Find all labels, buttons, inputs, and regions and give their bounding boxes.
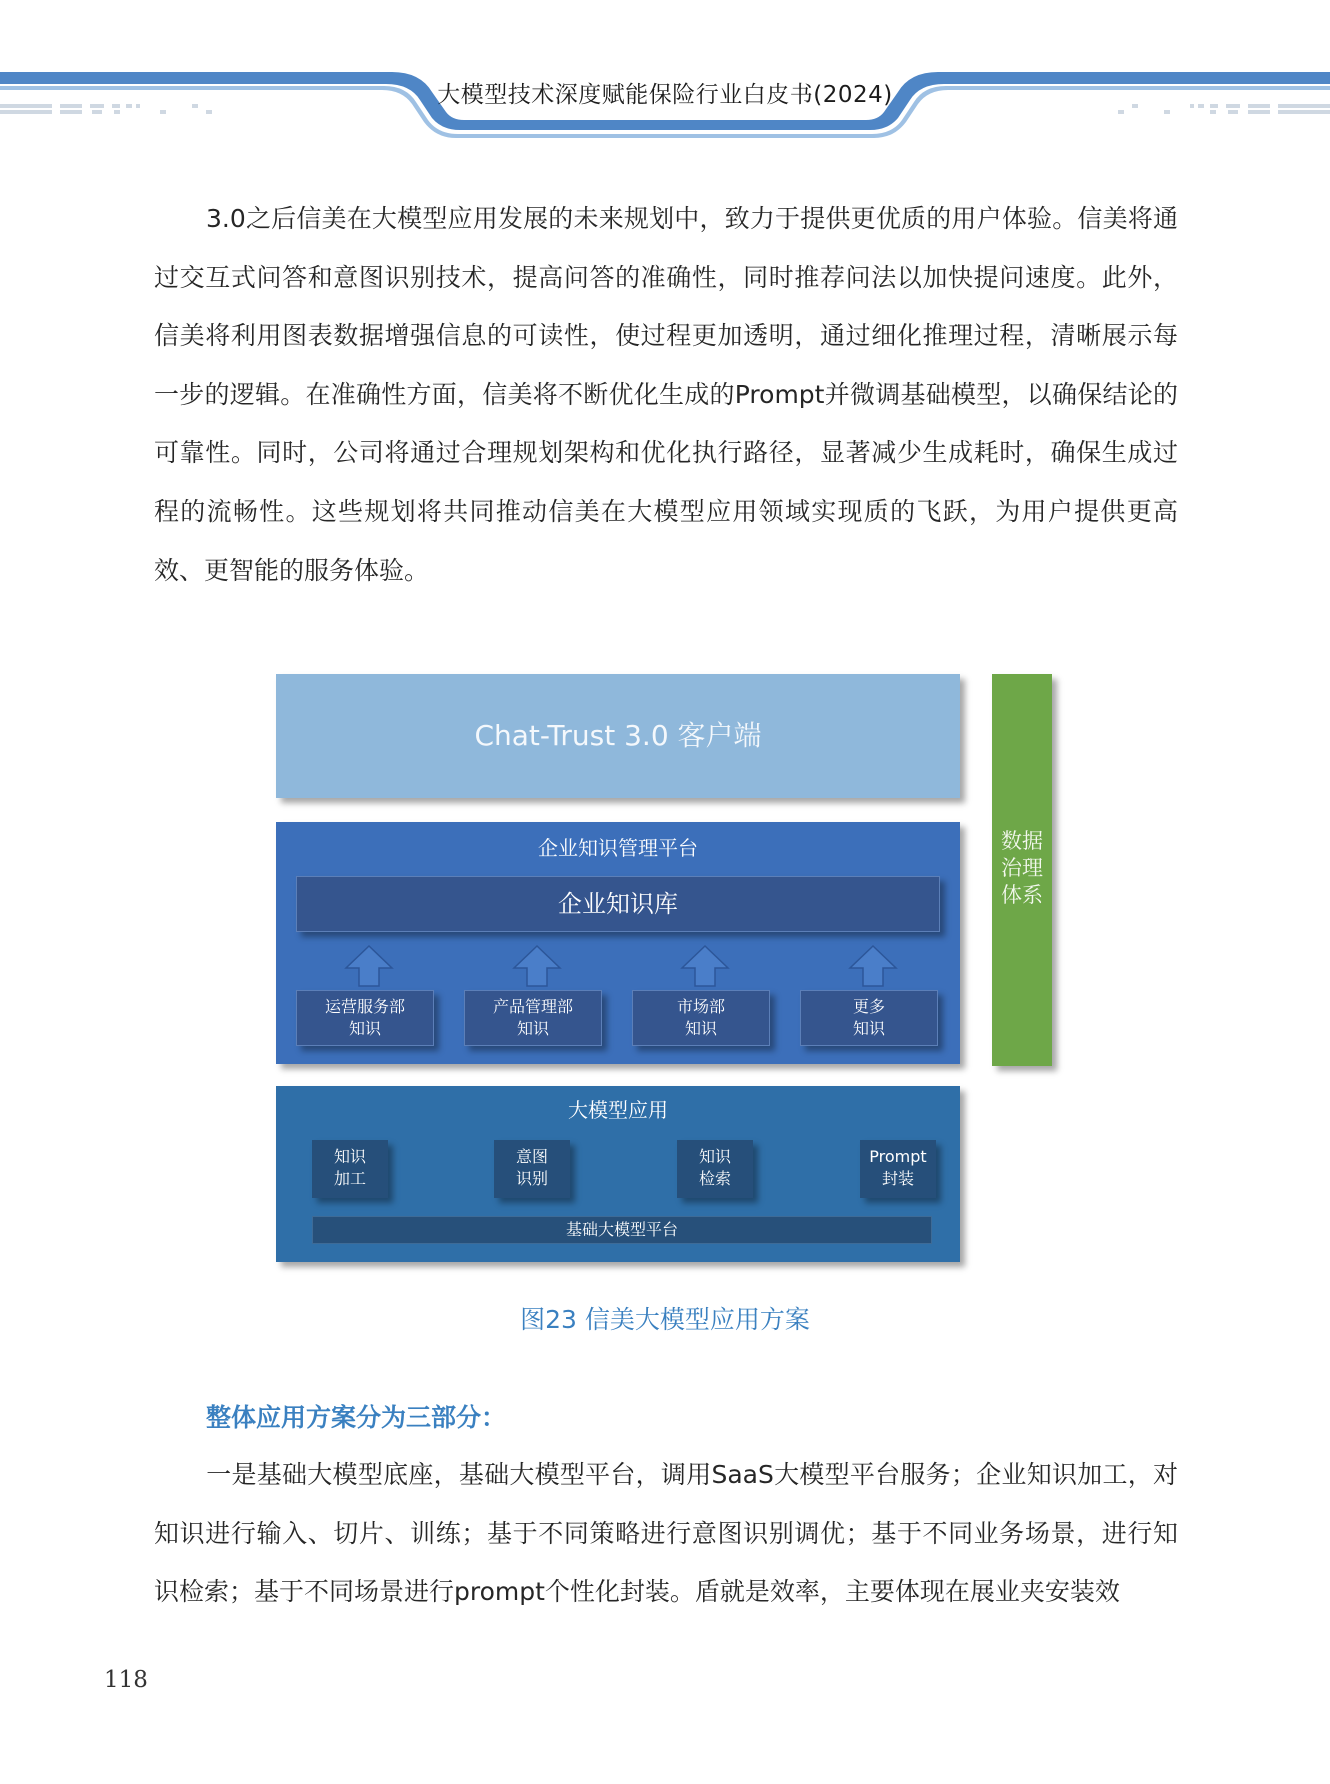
knowledge-source-line1: 市场部 [676, 997, 725, 1016]
knowledge-platform-title: 企业知识管理平台 [538, 836, 698, 860]
body-paragraph-2 [154, 1446, 1178, 1622]
application-module-box [860, 1140, 936, 1198]
data-governance-column [992, 674, 1052, 1066]
header-banner [0, 0, 1330, 140]
llm-application-layer [276, 1086, 960, 1262]
section-subheading: 整体应用方案分为三部分： [206, 1403, 507, 1432]
governance-line2: 治理 [1001, 856, 1043, 880]
module-line1: 知识 [333, 1147, 366, 1166]
knowledge-source-line1: 运营服务部 [324, 997, 405, 1016]
knowledge-source-line1: 更多 [852, 997, 885, 1016]
knowledge-source-line1: 产品管理部 [492, 997, 573, 1016]
governance-line1: 数据 [1001, 829, 1043, 853]
page-header [0, 0, 1330, 140]
module-line2: 加工 [333, 1169, 366, 1188]
knowledge-platform-layer [276, 822, 960, 1064]
module-line1: 知识 [698, 1147, 731, 1166]
header-title: 大模型技术深度赋能保险行业白皮书(2024) [437, 82, 893, 108]
knowledge-source-line2: 知识 [516, 1019, 549, 1038]
module-line1: Prompt [869, 1147, 927, 1166]
up-arrow-icon [680, 944, 730, 988]
module-line2: 封装 [881, 1169, 914, 1188]
knowledge-source-line2: 知识 [852, 1019, 885, 1038]
up-arrow-icon [344, 944, 394, 988]
up-arrow-icon [512, 944, 562, 988]
base-model-platform-label: 基础大模型平台 [565, 1220, 678, 1239]
llm-application-title: 大模型应用 [568, 1098, 668, 1122]
application-module-box [312, 1140, 388, 1198]
body-paragraph-1 [154, 190, 1178, 600]
knowledge-source-box [464, 990, 602, 1046]
governance-line3: 体系 [1001, 883, 1043, 907]
page-number: 118 [104, 1667, 148, 1693]
client-layer [276, 674, 960, 798]
knowledge-base-label: 企业知识库 [558, 890, 678, 918]
up-arrow-icon [848, 944, 898, 988]
knowledge-source-line2: 知识 [348, 1019, 381, 1038]
module-line2: 检索 [698, 1169, 731, 1188]
module-line1: 意图 [515, 1147, 548, 1166]
knowledge-source-box [632, 990, 770, 1046]
paragraph-1-text: 3.0之后信美在大模型应用发展的未来规划中，致力于提供更优质的用户体验。信美将通过交互式问答和意图识别技术，提高问答的准确性，同时推荐问法以加快提问速度。此外，信美将利用图表数据增强信息的可读性，使过程更加透明，通过细化推理过程，清晰展示每一步的逻辑。在准确性方面，信美将不断优化生成的Prompt并微调基础模型，以确保结论的可靠性。同时，公司将通过合理规划架构和优化执行路径，显著减少生成耗时，确保生成过程的流畅性。这些规划将共同推动信美在大模型应用领域实现质的飞跃，为用户提供更高效、更智能的服务体验。 [154, 204, 1178, 585]
application-module-box [677, 1140, 753, 1198]
knowledge-source-box [296, 990, 434, 1046]
client-label: Chat-Trust 3.0 客户端 [474, 719, 762, 752]
figure-caption: 图23 信美大模型应用方案 [520, 1305, 810, 1334]
knowledge-source-box [800, 990, 938, 1046]
module-line2: 识别 [515, 1169, 548, 1188]
base-model-platform-bar [312, 1216, 932, 1244]
paragraph-2-text: 一是基础大模型底座，基础大模型平台，调用SaaS大模型平台服务；企业知识加工，对知识进行输入、切片、训练；基于不同策略进行意图识别调优；基于不同业务场景，进行知识检索；基于不同场景进行prompt个性化封装。盾就是效率，主要体现在展业夹安装效 [154, 1460, 1178, 1607]
knowledge-source-line2: 知识 [684, 1019, 717, 1038]
application-module-box [494, 1140, 570, 1198]
knowledge-base-box [296, 876, 940, 932]
